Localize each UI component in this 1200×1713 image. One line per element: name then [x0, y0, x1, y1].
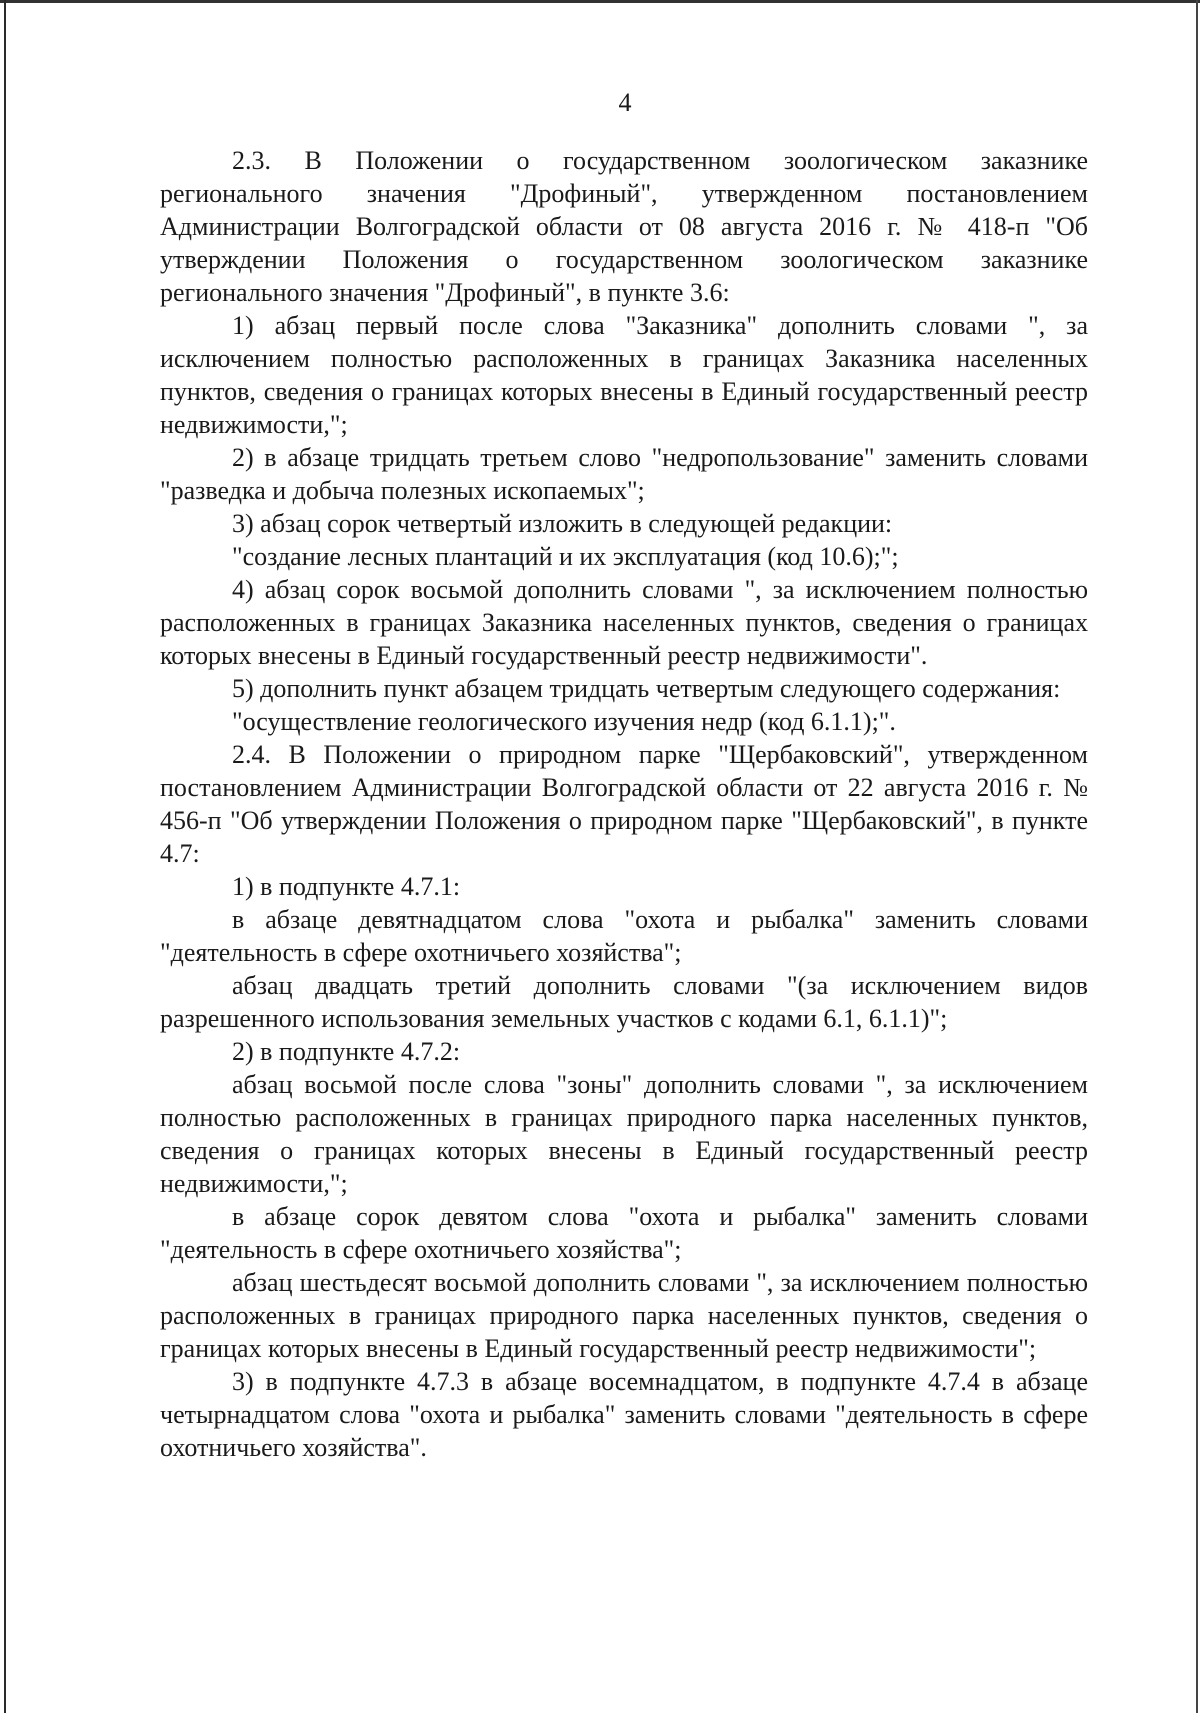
paragraph-2-3-item-1: 1) абзац первый после слова "Заказника" дополнить словами ", за исключением полностью расположенных в границах Заказника населенных пунктов, сведения о границах которых внесены в Единый государственный реестр недвижимости,";: [160, 311, 1088, 439]
paragraph-2-4-item-2: 2) в подпункте 4.7.2:: [232, 1037, 461, 1066]
page-number: 4: [618, 88, 632, 117]
paragraph-2-3-item-4: 4) абзац сорок восьмой дополнить словами ", за исключением полностью расположенных в границах Заказника населенных пунктов, сведения о границах которых внесены в Единый государственный реестр недвижимости".: [160, 575, 1088, 670]
scan-edge-left: [4, 0, 6, 1713]
paragraph-2-4-item-1: 1) в подпункте 4.7.1:: [232, 872, 461, 901]
paragraph-2-4-item-3: 3) в подпункте 4.7.3 в абзаце восемнадцатом, в подпункте 4.7.4 в абзаце четырнадцатом слова "охота и рыбалка" заменить словами "деятельность в сфере охотничьего хозяйства".: [160, 1367, 1088, 1462]
paragraph-2-3-item-3: 3) абзац сорок четвертый изложить в следующей редакции:: [232, 509, 893, 538]
paragraph-2-3-item-2: 2) в абзаце тридцать третьем слово "недропользование" заменить словами "разведка и добыча полезных ископаемых";: [160, 443, 1088, 505]
paragraph-2-3-item-5-quote: "осуществление геологического изучения недр (код 6.1.1);".: [232, 707, 896, 736]
paragraph-2-3-item-3-quote: "создание лесных плантаций и их эксплуатация (код 10.6);";: [232, 542, 899, 571]
paragraph-2-3: 2.3. В Положении о государственном зоологическом заказнике регионального значения "Дрофиный", утвержденном постановлением Администрации Волгоградской области от 08 августа 2016 г. № 418-п "Об утверждении Положения о государственном зоологическом заказнике регионального значения "Дрофиный", в пункте 3.6:: [160, 146, 1088, 307]
paragraph-2-4-item-2-b: в абзаце сорок девятом слова "охота и рыбалка" заменить словами "деятельность в сфере охотничьего хозяйства";: [160, 1202, 1088, 1264]
paragraph-2-4-item-2-a: абзац восьмой после слова "зоны" дополнить словами ", за исключением полностью расположенных в границах природного парка населенных пунктов, сведения о границах которых внесены в Единый государственный реестр недвижимости,";: [160, 1070, 1088, 1198]
paragraph-2-3-item-5: 5) дополнить пункт абзацем тридцать четвертым следующего содержания:: [232, 674, 1061, 703]
paragraph-2-4-item-1-b: абзац двадцать третий дополнить словами "(за исключением видов разрешенного использования земельных участков с кодами 6.1, 6.1.1)";: [160, 971, 1088, 1033]
scan-edge-top: [0, 0, 1200, 3]
scan-edge-right: [1196, 0, 1198, 1713]
paragraph-2-4-item-2-c: абзац шестьдесят восьмой дополнить словами ", за исключением полностью расположенных в границах природного парка населенных пунктов, сведения о границах которых внесены в Единый государственный реестр недвижимости";: [160, 1268, 1088, 1363]
paragraph-2-4: 2.4. В Положении о природном парке "Щербаковский", утвержденном постановлением Администрации Волгоградской области от 22 августа 2016 г. № 456-п "Об утверждении Положения о природном парке "Щербаковский", в пункте 4.7:: [160, 740, 1088, 868]
document-body: [160, 144, 1088, 1464]
paragraph-2-4-item-1-a: в абзаце девятнадцатом слова "охота и рыбалка" заменить словами "деятельность в сфере охотничьего хозяйства";: [160, 905, 1088, 967]
